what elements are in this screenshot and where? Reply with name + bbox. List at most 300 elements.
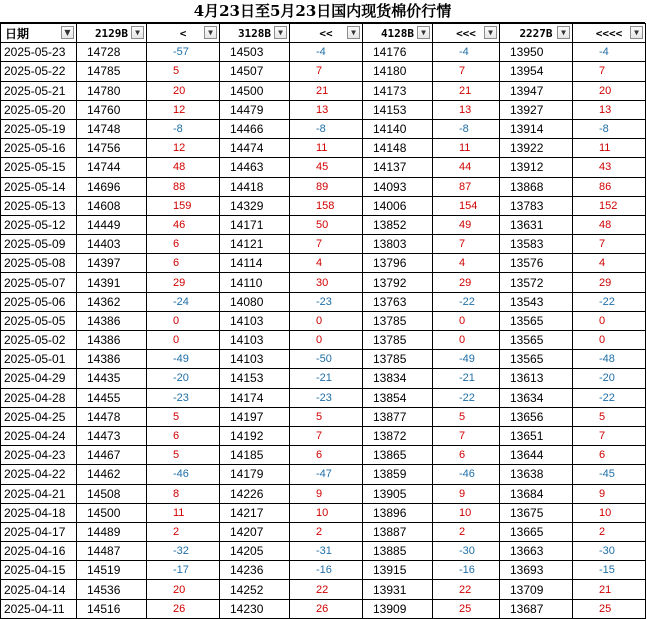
date-cell[interactable]: 2025-04-15: [1, 561, 77, 580]
date-cell[interactable]: 2025-04-29: [1, 369, 77, 388]
column-header: [500, 24, 573, 43]
price-cell[interactable]: 14205: [220, 542, 290, 561]
price-cell[interactable]: 14463: [220, 158, 290, 177]
change-cell[interactable]: -4: [290, 43, 363, 62]
price-cell[interactable]: 13565: [500, 311, 573, 330]
price-cell[interactable]: 14462: [77, 465, 147, 484]
price-cell[interactable]: 13663: [500, 542, 573, 561]
change-cell[interactable]: 10: [573, 503, 646, 522]
price-cell[interactable]: 13709: [500, 580, 573, 599]
price-cell[interactable]: 14479: [220, 100, 290, 119]
filter-dropdown-icon[interactable]: ▼: [61, 26, 74, 39]
change-cell[interactable]: -23: [147, 388, 220, 407]
price-cell[interactable]: 14103: [220, 350, 290, 369]
change-cell[interactable]: 20: [573, 81, 646, 100]
price-cell[interactable]: 14110: [220, 273, 290, 292]
price-cell[interactable]: 13914: [500, 119, 573, 138]
price-cell[interactable]: 14500: [220, 81, 290, 100]
change-cell[interactable]: 5: [147, 446, 220, 465]
change-cell[interactable]: -31: [290, 542, 363, 561]
change-cell[interactable]: -23: [290, 292, 363, 311]
price-cell[interactable]: 14473: [77, 426, 147, 445]
price-cell[interactable]: 14180: [363, 62, 433, 81]
change-cell[interactable]: 48: [147, 158, 220, 177]
price-cell[interactable]: 13631: [500, 215, 573, 234]
date-cell[interactable]: 2025-05-14: [1, 177, 77, 196]
change-cell[interactable]: 11: [147, 503, 220, 522]
change-cell[interactable]: 43: [573, 158, 646, 177]
change-cell[interactable]: 7: [433, 235, 500, 254]
table-row: [1, 369, 646, 388]
change-cell[interactable]: 0: [573, 331, 646, 350]
price-cell[interactable]: 14503: [220, 43, 290, 62]
date-cell[interactable]: 2025-04-16: [1, 542, 77, 561]
price-cell[interactable]: 13763: [363, 292, 433, 311]
table-row: [1, 235, 646, 254]
price-cell[interactable]: 14197: [220, 407, 290, 426]
change-cell[interactable]: 9: [433, 484, 500, 503]
change-cell[interactable]: -8: [573, 119, 646, 138]
change-cell[interactable]: -24: [147, 292, 220, 311]
change-cell[interactable]: 7: [290, 235, 363, 254]
price-cell[interactable]: 14103: [220, 331, 290, 350]
price-cell[interactable]: 13684: [500, 484, 573, 503]
price-cell[interactable]: 13885: [363, 542, 433, 561]
change-cell[interactable]: 13: [573, 100, 646, 119]
date-cell[interactable]: 2025-05-05: [1, 311, 77, 330]
price-cell[interactable]: 13950: [500, 43, 573, 62]
price-cell[interactable]: 14329: [220, 196, 290, 215]
date-cell[interactable]: 2025-05-22: [1, 62, 77, 81]
price-cell[interactable]: 14192: [220, 426, 290, 445]
price-cell[interactable]: 13693: [500, 561, 573, 580]
table-row: [1, 311, 646, 330]
change-cell[interactable]: -49: [147, 350, 220, 369]
change-cell[interactable]: -16: [290, 561, 363, 580]
change-cell[interactable]: 13: [290, 100, 363, 119]
change-cell[interactable]: -47: [290, 465, 363, 484]
price-cell[interactable]: 13675: [500, 503, 573, 522]
price-cell[interactable]: 14489: [77, 522, 147, 541]
change-cell[interactable]: 8: [147, 484, 220, 503]
date-cell[interactable]: 2025-04-23: [1, 446, 77, 465]
price-cell[interactable]: 14391: [77, 273, 147, 292]
price-cell[interactable]: 14153: [220, 369, 290, 388]
date-cell[interactable]: 2025-05-15: [1, 158, 77, 177]
change-cell[interactable]: -46: [433, 465, 500, 484]
change-cell[interactable]: 2: [433, 522, 500, 541]
price-cell[interactable]: 14362: [77, 292, 147, 311]
price-cell[interactable]: 14536: [77, 580, 147, 599]
price-cell[interactable]: 14153: [363, 100, 433, 119]
price-cell[interactable]: 14140: [363, 119, 433, 138]
change-cell[interactable]: -20: [573, 369, 646, 388]
date-cell[interactable]: 2025-05-01: [1, 350, 77, 369]
price-cell[interactable]: 14516: [77, 599, 147, 618]
change-cell[interactable]: -22: [433, 292, 500, 311]
price-cell[interactable]: 13783: [500, 196, 573, 215]
change-cell[interactable]: 45: [290, 158, 363, 177]
price-cell[interactable]: 14507: [220, 62, 290, 81]
price-cell[interactable]: 14236: [220, 561, 290, 580]
date-cell[interactable]: 2025-05-23: [1, 43, 77, 62]
change-cell[interactable]: 7: [433, 426, 500, 445]
change-cell[interactable]: 0: [433, 331, 500, 350]
price-cell[interactable]: 14449: [77, 215, 147, 234]
price-cell[interactable]: 13583: [500, 235, 573, 254]
date-cell[interactable]: 2025-05-13: [1, 196, 77, 215]
price-cell[interactable]: 14608: [77, 196, 147, 215]
column-header-label: <<<: [456, 26, 476, 40]
price-cell[interactable]: 14418: [220, 177, 290, 196]
price-cell[interactable]: 13922: [500, 139, 573, 158]
date-cell[interactable]: 2025-05-06: [1, 292, 77, 311]
table-row: [1, 446, 646, 465]
change-cell[interactable]: 48: [573, 215, 646, 234]
price-cell[interactable]: 14728: [77, 43, 147, 62]
price-cell[interactable]: 14785: [77, 62, 147, 81]
change-cell[interactable]: 89: [290, 177, 363, 196]
date-cell[interactable]: 2025-05-21: [1, 81, 77, 100]
change-cell[interactable]: 2: [147, 522, 220, 541]
price-cell[interactable]: 13565: [500, 331, 573, 350]
change-cell[interactable]: 21: [290, 81, 363, 100]
price-cell[interactable]: 14487: [77, 542, 147, 561]
price-cell[interactable]: 13638: [500, 465, 573, 484]
change-cell[interactable]: 7: [573, 62, 646, 81]
change-cell[interactable]: 26: [290, 599, 363, 618]
change-cell[interactable]: -48: [573, 350, 646, 369]
filter-dropdown-icon[interactable]: ▼: [347, 26, 360, 39]
filter-dropdown-icon[interactable]: ▼: [274, 26, 287, 39]
price-cell[interactable]: 13543: [500, 292, 573, 311]
change-cell[interactable]: 50: [290, 215, 363, 234]
change-cell[interactable]: -15: [573, 561, 646, 580]
column-header-label: <: [179, 26, 187, 40]
price-cell[interactable]: 13865: [363, 446, 433, 465]
price-cell[interactable]: 14230: [220, 599, 290, 618]
price-cell[interactable]: 14467: [77, 446, 147, 465]
price-cell[interactable]: 14137: [363, 158, 433, 177]
change-cell[interactable]: 4: [433, 254, 500, 273]
change-cell[interactable]: 6: [290, 446, 363, 465]
filter-dropdown-icon[interactable]: ▼: [484, 26, 497, 39]
table-row: [1, 177, 646, 196]
price-cell[interactable]: 14435: [77, 369, 147, 388]
date-cell[interactable]: 2025-05-08: [1, 254, 77, 273]
change-cell[interactable]: 46: [147, 215, 220, 234]
price-cell[interactable]: 14474: [220, 139, 290, 158]
change-cell[interactable]: 7: [573, 235, 646, 254]
change-cell[interactable]: 21: [573, 580, 646, 599]
change-cell[interactable]: 22: [290, 580, 363, 599]
change-cell[interactable]: 25: [433, 599, 500, 618]
price-cell[interactable]: 14148: [363, 139, 433, 158]
change-cell[interactable]: 6: [573, 446, 646, 465]
price-cell[interactable]: 13909: [363, 599, 433, 618]
date-cell[interactable]: 2025-04-25: [1, 407, 77, 426]
change-cell[interactable]: -16: [433, 561, 500, 580]
filter-dropdown-icon[interactable]: ▼: [557, 26, 570, 39]
price-cell[interactable]: 13868: [500, 177, 573, 196]
change-cell[interactable]: 9: [290, 484, 363, 503]
price-cell[interactable]: 13852: [363, 215, 433, 234]
price-cell[interactable]: 13896: [363, 503, 433, 522]
change-cell[interactable]: 10: [433, 503, 500, 522]
price-cell[interactable]: 13834: [363, 369, 433, 388]
change-cell[interactable]: 7: [573, 426, 646, 445]
change-cell[interactable]: -8: [433, 119, 500, 138]
date-cell[interactable]: 2025-04-14: [1, 580, 77, 599]
price-cell[interactable]: 14696: [77, 177, 147, 196]
price-cell[interactable]: 14252: [220, 580, 290, 599]
change-cell[interactable]: 26: [147, 599, 220, 618]
price-cell[interactable]: 13634: [500, 388, 573, 407]
change-cell[interactable]: -46: [147, 465, 220, 484]
column-header-label: 日期: [5, 26, 30, 41]
date-cell[interactable]: 2025-04-22: [1, 465, 77, 484]
change-cell[interactable]: -8: [290, 119, 363, 138]
price-cell[interactable]: 13854: [363, 388, 433, 407]
change-cell[interactable]: 5: [573, 407, 646, 426]
price-cell[interactable]: 14114: [220, 254, 290, 273]
price-cell[interactable]: 14103: [220, 311, 290, 330]
price-cell[interactable]: 13947: [500, 81, 573, 100]
change-cell[interactable]: 6: [147, 235, 220, 254]
change-cell[interactable]: -4: [433, 43, 500, 62]
date-cell[interactable]: 2025-04-28: [1, 388, 77, 407]
price-cell[interactable]: 14185: [220, 446, 290, 465]
table-row: [1, 158, 646, 177]
table-row: [1, 100, 646, 119]
change-cell[interactable]: 10: [290, 503, 363, 522]
price-cell[interactable]: 13915: [363, 561, 433, 580]
price-cell[interactable]: 14093: [363, 177, 433, 196]
price-cell[interactable]: 14226: [220, 484, 290, 503]
change-cell[interactable]: -57: [147, 43, 220, 62]
filter-dropdown-icon[interactable]: ▼: [204, 26, 217, 39]
change-cell[interactable]: 6: [147, 254, 220, 273]
price-cell[interactable]: 13785: [363, 350, 433, 369]
change-cell[interactable]: -23: [290, 388, 363, 407]
price-cell[interactable]: 14207: [220, 522, 290, 541]
price-cell[interactable]: 14217: [220, 503, 290, 522]
price-cell[interactable]: 13576: [500, 254, 573, 273]
date-cell[interactable]: 2025-05-07: [1, 273, 77, 292]
sheet-title: 4月23日至5月23日国内现货棉价行情: [0, 0, 645, 23]
change-cell[interactable]: 0: [147, 331, 220, 350]
change-cell[interactable]: 4: [573, 254, 646, 273]
change-cell[interactable]: 12: [147, 100, 220, 119]
change-cell[interactable]: 11: [290, 139, 363, 158]
change-cell[interactable]: -20: [147, 369, 220, 388]
price-cell[interactable]: 14478: [77, 407, 147, 426]
date-cell[interactable]: 2025-04-24: [1, 426, 77, 445]
change-cell[interactable]: 0: [433, 311, 500, 330]
change-cell[interactable]: 5: [290, 407, 363, 426]
price-cell[interactable]: 14466: [220, 119, 290, 138]
price-cell[interactable]: 13613: [500, 369, 573, 388]
price-cell[interactable]: 14508: [77, 484, 147, 503]
price-cell[interactable]: 14397: [77, 254, 147, 273]
price-cell[interactable]: 13859: [363, 465, 433, 484]
change-cell[interactable]: 21: [433, 81, 500, 100]
change-cell[interactable]: 0: [290, 311, 363, 330]
change-cell[interactable]: -22: [573, 388, 646, 407]
price-cell[interactable]: 13887: [363, 522, 433, 541]
price-cell[interactable]: 13905: [363, 484, 433, 503]
price-cell[interactable]: 13872: [363, 426, 433, 445]
price-cell[interactable]: 13927: [500, 100, 573, 119]
price-cell[interactable]: 13572: [500, 273, 573, 292]
change-cell[interactable]: -22: [433, 388, 500, 407]
price-cell[interactable]: 14756: [77, 139, 147, 158]
change-cell[interactable]: -30: [433, 542, 500, 561]
table-row: [1, 119, 646, 138]
price-cell[interactable]: 14760: [77, 100, 147, 119]
change-cell[interactable]: 86: [573, 177, 646, 196]
price-cell[interactable]: 13912: [500, 158, 573, 177]
change-cell[interactable]: -45: [573, 465, 646, 484]
column-header: [147, 24, 220, 43]
price-cell[interactable]: 13796: [363, 254, 433, 273]
filter-dropdown-icon[interactable]: ▼: [630, 26, 643, 39]
change-cell[interactable]: -50: [290, 350, 363, 369]
change-cell[interactable]: 22: [433, 580, 500, 599]
change-cell[interactable]: 11: [573, 139, 646, 158]
price-cell[interactable]: 14173: [363, 81, 433, 100]
change-cell[interactable]: -17: [147, 561, 220, 580]
price-cell[interactable]: 13651: [500, 426, 573, 445]
change-cell[interactable]: 154: [433, 196, 500, 215]
price-cell[interactable]: 14403: [77, 235, 147, 254]
change-cell[interactable]: 5: [433, 407, 500, 426]
change-cell[interactable]: -30: [573, 542, 646, 561]
price-cell[interactable]: 14121: [220, 235, 290, 254]
column-header: [220, 24, 290, 43]
change-cell[interactable]: 88: [147, 177, 220, 196]
change-cell[interactable]: 5: [147, 62, 220, 81]
change-cell[interactable]: 0: [573, 311, 646, 330]
price-cell[interactable]: 13565: [500, 350, 573, 369]
change-cell[interactable]: 6: [147, 426, 220, 445]
change-cell[interactable]: 2: [573, 522, 646, 541]
price-cell[interactable]: 14386: [77, 311, 147, 330]
price-cell[interactable]: 13644: [500, 446, 573, 465]
price-cell[interactable]: 13877: [363, 407, 433, 426]
change-cell[interactable]: 20: [147, 81, 220, 100]
price-cell[interactable]: 13665: [500, 522, 573, 541]
change-cell[interactable]: 6: [433, 446, 500, 465]
filter-dropdown-icon[interactable]: ▼: [417, 26, 430, 39]
date-cell[interactable]: 2025-04-17: [1, 522, 77, 541]
change-cell[interactable]: 87: [433, 177, 500, 196]
change-cell[interactable]: 29: [433, 273, 500, 292]
date-cell[interactable]: 2025-05-20: [1, 100, 77, 119]
date-cell[interactable]: 2025-05-12: [1, 215, 77, 234]
price-cell[interactable]: 13785: [363, 311, 433, 330]
price-cell[interactable]: 14006: [363, 196, 433, 215]
price-cell[interactable]: 13785: [363, 331, 433, 350]
price-cell[interactable]: 14500: [77, 503, 147, 522]
date-cell[interactable]: 2025-04-21: [1, 484, 77, 503]
price-table: [0, 23, 646, 619]
change-cell[interactable]: -49: [433, 350, 500, 369]
change-cell[interactable]: 158: [290, 196, 363, 215]
price-cell[interactable]: 14080: [220, 292, 290, 311]
change-cell[interactable]: -32: [147, 542, 220, 561]
change-cell[interactable]: 7: [433, 62, 500, 81]
price-cell[interactable]: 14171: [220, 215, 290, 234]
price-cell[interactable]: 13687: [500, 599, 573, 618]
price-cell[interactable]: 14519: [77, 561, 147, 580]
date-cell[interactable]: 2025-05-02: [1, 331, 77, 350]
change-cell[interactable]: 159: [147, 196, 220, 215]
change-cell[interactable]: 7: [290, 426, 363, 445]
change-cell[interactable]: 25: [573, 599, 646, 618]
change-cell[interactable]: 13: [433, 100, 500, 119]
price-cell[interactable]: 14748: [77, 119, 147, 138]
change-cell[interactable]: 0: [147, 311, 220, 330]
price-cell[interactable]: 14386: [77, 350, 147, 369]
header-row: [1, 24, 646, 43]
change-cell[interactable]: 49: [433, 215, 500, 234]
price-cell[interactable]: 14455: [77, 388, 147, 407]
filter-dropdown-icon[interactable]: ▼: [131, 26, 144, 39]
price-cell[interactable]: 14386: [77, 331, 147, 350]
change-cell[interactable]: -21: [433, 369, 500, 388]
change-cell[interactable]: 12: [147, 139, 220, 158]
date-cell[interactable]: 2025-04-18: [1, 503, 77, 522]
change-cell[interactable]: 0: [290, 331, 363, 350]
change-cell[interactable]: 9: [573, 484, 646, 503]
price-cell[interactable]: 13954: [500, 62, 573, 81]
change-cell[interactable]: 4: [290, 254, 363, 273]
change-cell[interactable]: -4: [573, 43, 646, 62]
change-cell[interactable]: 30: [290, 273, 363, 292]
price-cell[interactable]: 13792: [363, 273, 433, 292]
change-cell[interactable]: 20: [147, 580, 220, 599]
change-cell[interactable]: 2: [290, 522, 363, 541]
price-cell[interactable]: 14174: [220, 388, 290, 407]
price-cell[interactable]: 13656: [500, 407, 573, 426]
column-header: [573, 24, 646, 43]
table-row: [1, 561, 646, 580]
change-cell[interactable]: 5: [147, 407, 220, 426]
change-cell[interactable]: 29: [147, 273, 220, 292]
date-cell[interactable]: 2025-05-19: [1, 119, 77, 138]
change-cell[interactable]: 7: [290, 62, 363, 81]
price-cell[interactable]: 13931: [363, 580, 433, 599]
date-cell[interactable]: 2025-05-16: [1, 139, 77, 158]
price-cell[interactable]: 14176: [363, 43, 433, 62]
price-cell[interactable]: 14179: [220, 465, 290, 484]
change-cell[interactable]: -21: [290, 369, 363, 388]
change-cell[interactable]: 44: [433, 158, 500, 177]
column-header-label: 2227B: [519, 26, 553, 40]
change-cell[interactable]: 11: [433, 139, 500, 158]
change-cell[interactable]: 29: [573, 273, 646, 292]
date-cell[interactable]: 2025-05-09: [1, 235, 77, 254]
price-cell[interactable]: 14780: [77, 81, 147, 100]
date-cell[interactable]: 2025-04-11: [1, 599, 77, 618]
price-cell[interactable]: 13803: [363, 235, 433, 254]
change-cell[interactable]: -8: [147, 119, 220, 138]
table-row: [1, 254, 646, 273]
price-cell[interactable]: 14744: [77, 158, 147, 177]
change-cell[interactable]: -22: [573, 292, 646, 311]
change-cell[interactable]: 152: [573, 196, 646, 215]
